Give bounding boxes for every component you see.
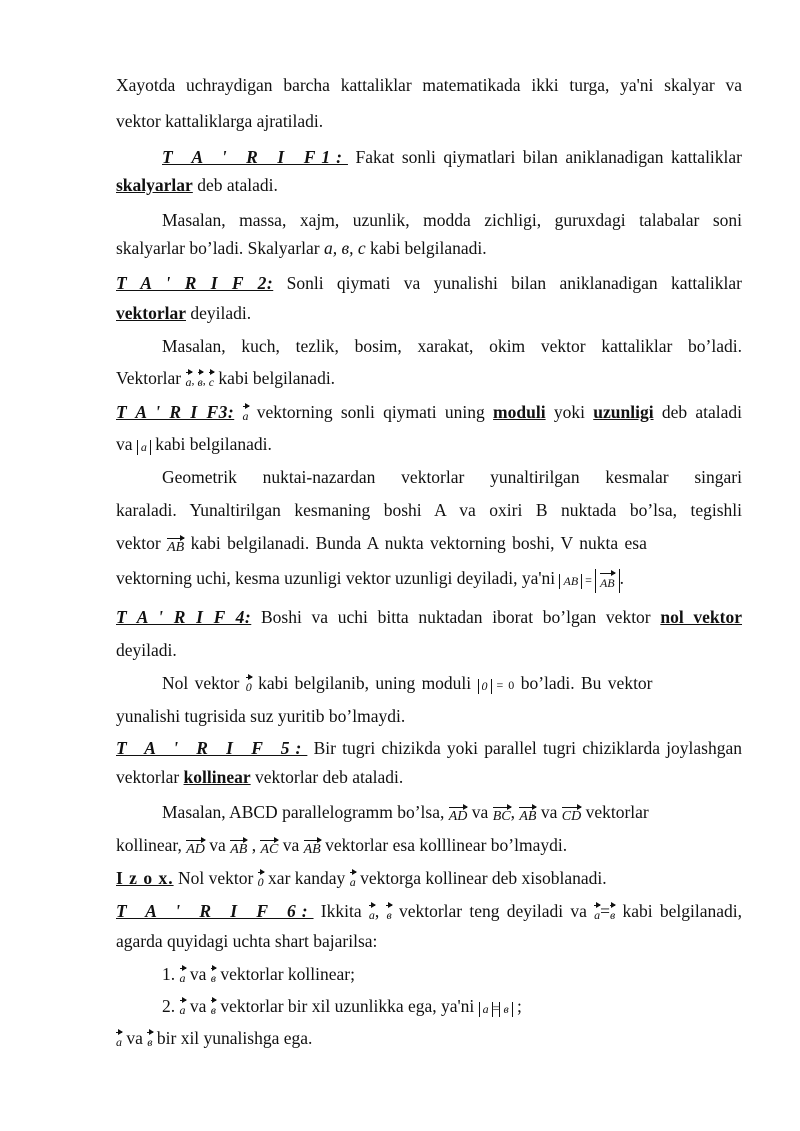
modulus-a: a: [137, 440, 151, 455]
example-1-text: skalyarlar bo’ladi. Skalyarlar: [116, 238, 324, 258]
condition-2-text: vektorlar bir xil uzunlikka ega, ya'ni: [216, 996, 479, 1016]
comma: ,: [374, 901, 387, 921]
vector-b: в: [147, 1030, 152, 1050]
vector-c: c: [209, 370, 214, 390]
geometric-text-2: kabi belgilanadi. Bunda A nukta vektorning boshi, V nukta esa: [184, 533, 647, 553]
intro-line-1: Xayotda uchraydigan barcha kattaliklar matematikada ikki turga, ya'ni skalyar va: [116, 75, 742, 95]
condition-number: 2.: [162, 996, 176, 1016]
nol-line-1: [162, 671, 742, 697]
definition-2-text: Sonli qiymati va yunalishi bilan aniklanadigan kattaliklar: [273, 273, 742, 293]
definition-4-label: T A ' R I F 4:: [116, 607, 252, 627]
term-uzunligi: uzunligi: [593, 402, 654, 422]
vector-AD: AD: [186, 838, 205, 858]
condition-1: [162, 962, 742, 986]
definition-1-line-1: [162, 145, 742, 169]
definition-3-label: T A ' R I F3:: [116, 402, 235, 422]
conj-va: va: [204, 835, 231, 855]
term-nol-vektor: nol vektor: [660, 607, 742, 627]
example-2-line-2: Vektorlar a, в, c kabi belgilanadi.: [116, 368, 336, 389]
comma: ,: [247, 835, 261, 855]
note-text-3: vektorga kollinear deb xisoblanadi.: [355, 868, 607, 888]
example-5-line-2: [116, 833, 742, 858]
geometric-text-3: vektorning uchi, kesma uzunligi vektor uzunligi deyiladi, ya'ni: [116, 568, 560, 588]
note-label: I z o x.: [116, 868, 174, 888]
vector-a: a: [594, 903, 600, 923]
definition-4-line-1: [116, 605, 742, 629]
definition-3-text-3: deb ataladi: [653, 402, 743, 422]
equals-zero: = 0: [491, 678, 515, 692]
vector-b: в: [198, 370, 203, 390]
definition-3-line-2: [116, 432, 742, 456]
note-text-2: xar kanday: [263, 868, 350, 888]
term-kollinear: kollinear: [183, 767, 251, 787]
nol-line-2: yunalishi tugrisida suz yuritib bo’lmaydi.: [116, 706, 406, 726]
vector-a: a: [180, 998, 186, 1018]
vector-AB: AB: [519, 805, 536, 825]
definition-3-line-1: [116, 400, 742, 424]
definition-6-line-2: agarda quyidagi uchta shart bajarilsa:: [116, 931, 378, 951]
definition-3-va: va: [116, 434, 137, 454]
condition-1-text: vektorlar kollinear;: [216, 964, 355, 984]
definition-2-tail: deyiladi.: [185, 303, 252, 323]
example-2-tail: kabi belgilanadi.: [214, 368, 336, 388]
zero-vector: 0: [246, 675, 252, 695]
vector-AB: AB: [167, 536, 184, 556]
vector-b: в: [386, 903, 391, 923]
geometric-line-2: karaladi. Yunaltirilgan kesmaning boshi A va oxiri B nuktada bo’lsa, tegishli: [116, 500, 742, 520]
vector-AB: AB: [230, 838, 247, 858]
vector-AD: AD: [449, 805, 468, 825]
example-1-line-1: Masalan, massa, xajm, uzunlik, modda zichligi, guruxdagi talabalar soni: [162, 210, 742, 230]
vector-AB: AB: [600, 571, 615, 591]
nol-text: Nol vektor: [162, 673, 246, 693]
conj-va: va: [185, 964, 211, 984]
definition-5-text-2: vektorlar: [116, 767, 184, 787]
definition-3-text-2: yoki: [545, 402, 594, 422]
definition-4-text: Boshi va uchi bitta nuktadan iborat bo’lgan vektor: [251, 607, 661, 627]
geometric-line-4: [116, 566, 742, 593]
definition-2-label: T A ' R I F 2:: [116, 273, 274, 293]
definition-1-text: Fakat sonli qiymatlari bilan aniklanadigan kattaliklar: [347, 147, 742, 167]
condition-3: [116, 1026, 742, 1050]
definition-1-tail: deb ataladi.: [192, 175, 278, 195]
definition-3-tail: kabi belgilanadi.: [150, 434, 272, 454]
modulus-AB: AB: [559, 574, 582, 589]
condition-3-text: bir xil yunalishga ega.: [152, 1028, 313, 1048]
vector-b: в: [211, 966, 216, 986]
definition-4-line-2: deyiladi.: [116, 640, 177, 660]
example-2-text: Vektorlar: [116, 368, 186, 388]
equals-sign: =: [600, 901, 611, 921]
condition-2: [162, 994, 742, 1020]
vector-b: в: [211, 998, 216, 1018]
definition-2-line-2: [116, 301, 742, 325]
example-5-tail-2: vektorlar esa kolllinear bo’lmaydi.: [320, 835, 568, 855]
definition-6-text-3: kabi belgilanadi,: [615, 901, 742, 921]
semicolon: ;: [512, 996, 522, 1016]
example-1-tail: kabi belgilanadi.: [365, 238, 487, 258]
note-line: [116, 866, 742, 890]
intro-line-2: vektor kattaliklarga ajratiladi.: [116, 111, 324, 131]
term-vektorlar: vektorlar: [116, 303, 186, 323]
vector-a: a: [243, 404, 249, 424]
definition-6-label: T A ' R I F 6:: [116, 901, 314, 921]
term-moduli: moduli: [493, 402, 546, 422]
conj-va: va: [467, 802, 493, 822]
vector-BC: BC: [493, 805, 511, 825]
vector-b: в: [610, 903, 615, 923]
example-1-line-2: [116, 236, 742, 260]
conj-va: va: [278, 835, 304, 855]
definition-6-text: Ikkita: [313, 901, 369, 921]
definition-5-text: Bir tugri chizikda yoki parallel tugri chiziklarda joylashgan: [307, 738, 742, 758]
example-5-text-2: kollinear,: [116, 835, 187, 855]
vector-a: a: [116, 1030, 122, 1050]
equals-sign: =: [492, 1001, 500, 1015]
term-skalyarlar: skalyarlar: [116, 175, 193, 195]
example-2-line-1: Masalan, kuch, tezlik, bosim, xarakat, okim vektor kattaliklar bo’ladi.: [162, 336, 742, 356]
note-text: Nol vektor: [173, 868, 258, 888]
vector-a: a: [350, 870, 356, 890]
example-5-text: Masalan, ABCD parallelogramm bo’lsa,: [162, 802, 449, 822]
vector-a: a: [369, 903, 375, 923]
definition-3-text: vektorning sonli qiymati uning: [248, 402, 494, 422]
definition-6-text-2: vektorlar teng deyiladi va: [391, 901, 595, 921]
definition-5-line-1: [116, 736, 742, 760]
vector-CD: CD: [562, 805, 581, 825]
geometric-line-3: [116, 531, 742, 556]
nol-text-2: kabi belgilanib, uning moduli: [251, 673, 478, 693]
example-5-tail: vektorlar: [581, 802, 649, 822]
modulus-a: a: [479, 1002, 493, 1017]
definition-1-line-2: [116, 173, 742, 197]
vector-a: a: [186, 370, 192, 390]
geometric-line-1: Geometrik nuktai-nazardan vektorlar yunaltirilgan kesmalar singari: [162, 467, 742, 487]
vector-a: a: [180, 966, 186, 986]
conj-va: va: [122, 1028, 148, 1048]
vector-AC: AC: [260, 838, 278, 858]
geometric-text: vektor: [116, 533, 168, 553]
definition-2-line-1: [116, 271, 742, 295]
conj-va: va: [185, 996, 211, 1016]
modulus-b: в: [499, 1002, 512, 1017]
zero-vector: 0: [258, 870, 264, 890]
equals-sign: =: [582, 573, 595, 587]
vector-AB: AB: [304, 838, 321, 858]
condition-number: 1.: [162, 964, 176, 984]
modulus-zero: 0: [478, 679, 492, 694]
nol-text-3: bo’ladi. Bu vektor: [514, 673, 653, 693]
definition-5-line-2: [116, 765, 742, 789]
definition-6-line-1: [116, 899, 742, 923]
example-5-line-1: [162, 800, 742, 825]
definition-5-tail: vektorlar deb ataladi.: [250, 767, 404, 787]
period: .: [619, 568, 624, 588]
definition-1-label: T A ' R I F1:: [162, 147, 348, 167]
definition-5-label: T A ' R I F 5:: [116, 738, 308, 758]
comma: ,: [510, 802, 520, 822]
scalar-variables: a, в, c: [323, 238, 366, 258]
conj-va: va: [536, 802, 562, 822]
